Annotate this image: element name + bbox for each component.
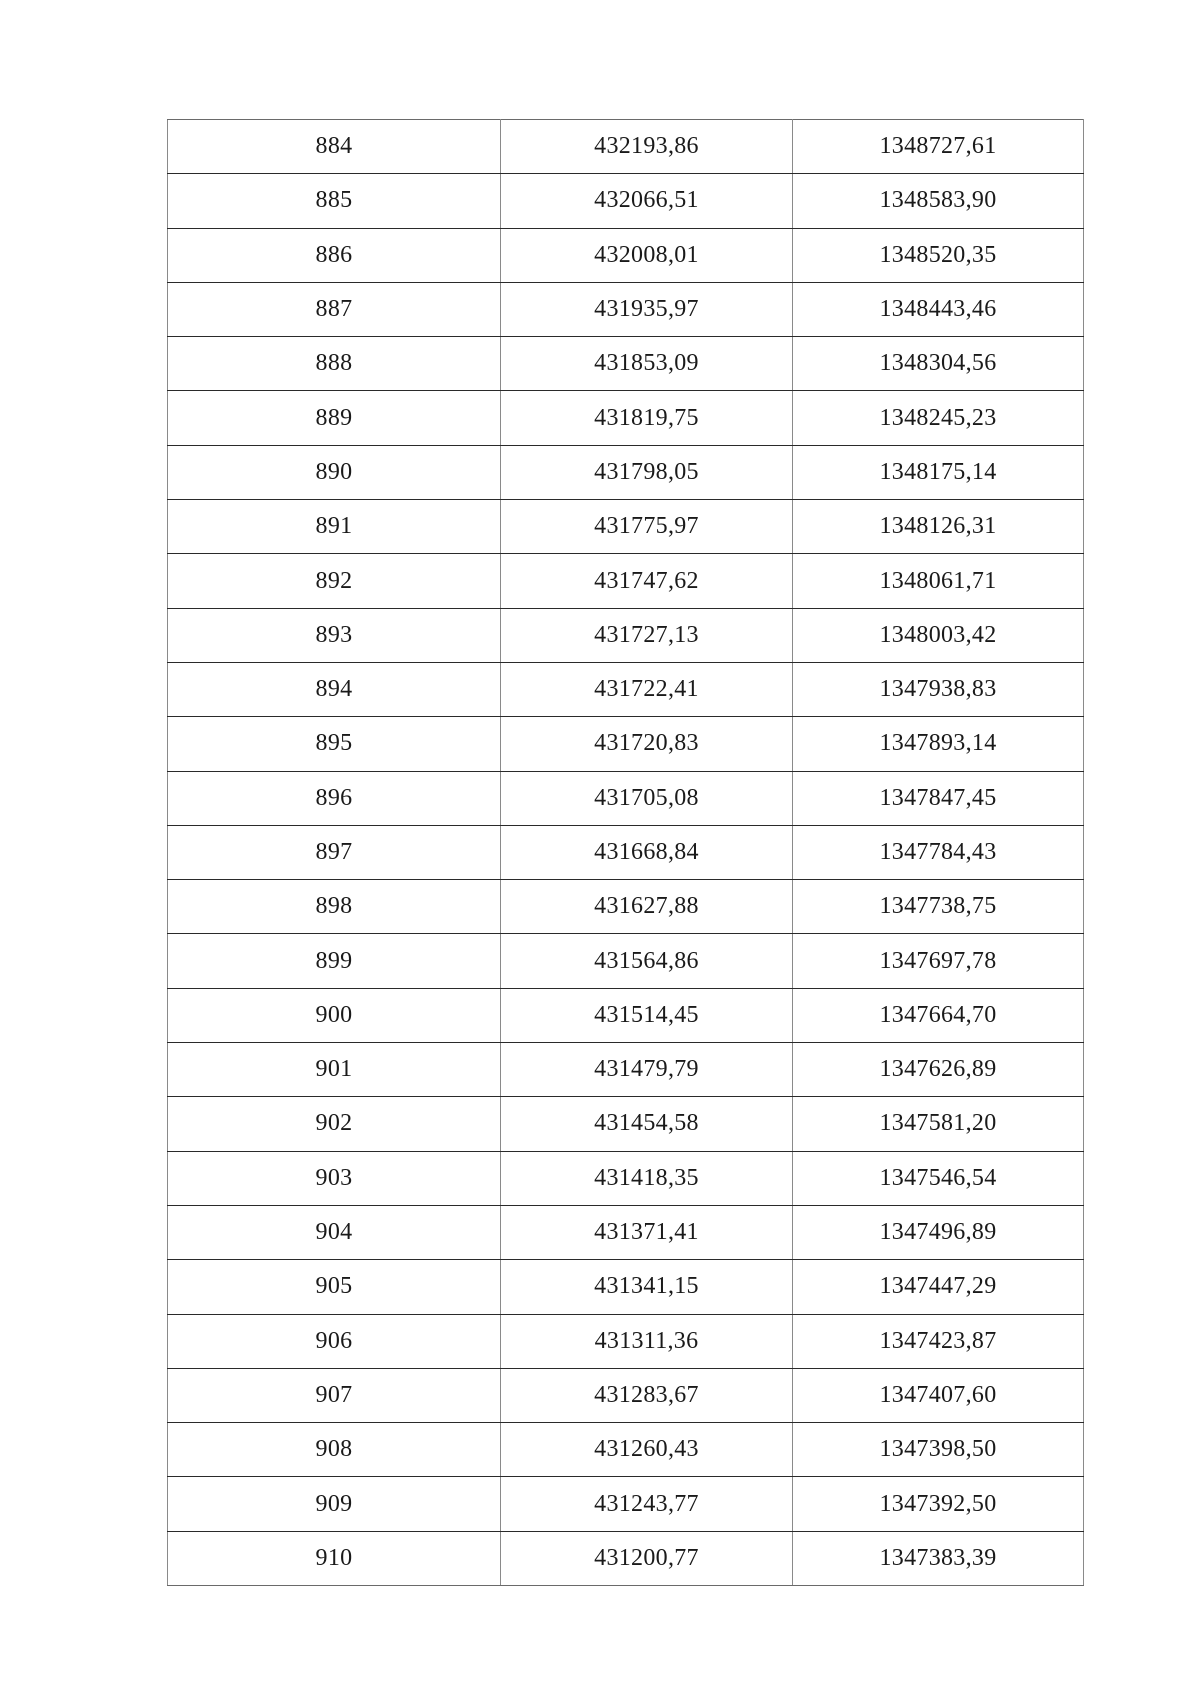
table-row [168, 1097, 1084, 1151]
table-row [168, 880, 1084, 934]
y-coordinate-cell: 1348304,56 [793, 337, 1084, 391]
y-coordinate-cell: 1347447,29 [793, 1260, 1084, 1314]
table-row [168, 228, 1084, 282]
point-number-cell: 906 [168, 1314, 501, 1368]
point-number-cell: 885 [168, 174, 501, 228]
point-number-cell: 903 [168, 1151, 501, 1205]
x-coordinate-cell: 431705,08 [501, 771, 793, 825]
y-coordinate-cell: 1347398,50 [793, 1423, 1084, 1477]
y-coordinate-cell: 1347383,39 [793, 1531, 1084, 1585]
point-number-cell: 891 [168, 500, 501, 554]
x-coordinate-cell: 431260,43 [501, 1423, 793, 1477]
table-row [168, 1531, 1084, 1585]
y-coordinate-cell: 1347581,20 [793, 1097, 1084, 1151]
table-row [168, 988, 1084, 1042]
y-coordinate-cell: 1347697,78 [793, 934, 1084, 988]
table-row [168, 1151, 1084, 1205]
x-coordinate-cell: 431311,36 [501, 1314, 793, 1368]
y-coordinate-cell: 1348583,90 [793, 174, 1084, 228]
y-coordinate-cell: 1347664,70 [793, 988, 1084, 1042]
point-number-cell: 908 [168, 1423, 501, 1477]
x-coordinate-cell: 432066,51 [501, 174, 793, 228]
x-coordinate-cell: 431454,58 [501, 1097, 793, 1151]
x-coordinate-cell: 431722,41 [501, 662, 793, 716]
x-coordinate-cell: 431243,77 [501, 1477, 793, 1531]
table-row [168, 554, 1084, 608]
x-coordinate-cell: 431371,41 [501, 1205, 793, 1259]
y-coordinate-cell: 1347392,50 [793, 1477, 1084, 1531]
point-number-cell: 910 [168, 1531, 501, 1585]
y-coordinate-cell: 1348175,14 [793, 445, 1084, 499]
x-coordinate-cell: 431935,97 [501, 282, 793, 336]
point-number-cell: 909 [168, 1477, 501, 1531]
coordinates-table [167, 119, 1084, 1586]
table-row [168, 500, 1084, 554]
x-coordinate-cell: 431727,13 [501, 608, 793, 662]
y-coordinate-cell: 1348061,71 [793, 554, 1084, 608]
point-number-cell: 900 [168, 988, 501, 1042]
x-coordinate-cell: 431200,77 [501, 1531, 793, 1585]
point-number-cell: 899 [168, 934, 501, 988]
point-number-cell: 907 [168, 1368, 501, 1422]
point-number-cell: 884 [168, 120, 501, 174]
table-row [168, 174, 1084, 228]
y-coordinate-cell: 1347423,87 [793, 1314, 1084, 1368]
y-coordinate-cell: 1347626,89 [793, 1043, 1084, 1097]
point-number-cell: 892 [168, 554, 501, 608]
y-coordinate-cell: 1347738,75 [793, 880, 1084, 934]
y-coordinate-cell: 1347546,54 [793, 1151, 1084, 1205]
table-row [168, 934, 1084, 988]
x-coordinate-cell: 431819,75 [501, 391, 793, 445]
table-row [168, 1314, 1084, 1368]
table-row [168, 717, 1084, 771]
y-coordinate-cell: 1347893,14 [793, 717, 1084, 771]
y-coordinate-cell: 1348520,35 [793, 228, 1084, 282]
coordinates-table-body [168, 120, 1084, 1586]
point-number-cell: 890 [168, 445, 501, 499]
x-coordinate-cell: 431627,88 [501, 880, 793, 934]
y-coordinate-cell: 1347784,43 [793, 825, 1084, 879]
y-coordinate-cell: 1348003,42 [793, 608, 1084, 662]
x-coordinate-cell: 431341,15 [501, 1260, 793, 1314]
point-number-cell: 901 [168, 1043, 501, 1097]
x-coordinate-cell: 431564,86 [501, 934, 793, 988]
y-coordinate-cell: 1347496,89 [793, 1205, 1084, 1259]
table-row [168, 771, 1084, 825]
x-coordinate-cell: 431775,97 [501, 500, 793, 554]
point-number-cell: 889 [168, 391, 501, 445]
table-row [168, 1043, 1084, 1097]
point-number-cell: 896 [168, 771, 501, 825]
y-coordinate-cell: 1348727,61 [793, 120, 1084, 174]
x-coordinate-cell: 431479,79 [501, 1043, 793, 1097]
point-number-cell: 902 [168, 1097, 501, 1151]
table-row [168, 337, 1084, 391]
x-coordinate-cell: 432008,01 [501, 228, 793, 282]
y-coordinate-cell: 1347407,60 [793, 1368, 1084, 1422]
point-number-cell: 904 [168, 1205, 501, 1259]
point-number-cell: 898 [168, 880, 501, 934]
point-number-cell: 888 [168, 337, 501, 391]
x-coordinate-cell: 432193,86 [501, 120, 793, 174]
table-row [168, 391, 1084, 445]
table-row [168, 1368, 1084, 1422]
point-number-cell: 886 [168, 228, 501, 282]
x-coordinate-cell: 431283,67 [501, 1368, 793, 1422]
table-row [168, 1423, 1084, 1477]
y-coordinate-cell: 1348126,31 [793, 500, 1084, 554]
y-coordinate-cell: 1347938,83 [793, 662, 1084, 716]
point-number-cell: 897 [168, 825, 501, 879]
y-coordinate-cell: 1348443,46 [793, 282, 1084, 336]
y-coordinate-cell: 1347847,45 [793, 771, 1084, 825]
point-number-cell: 894 [168, 662, 501, 716]
x-coordinate-cell: 431418,35 [501, 1151, 793, 1205]
point-number-cell: 895 [168, 717, 501, 771]
table-row [168, 1477, 1084, 1531]
x-coordinate-cell: 431747,62 [501, 554, 793, 608]
table-row [168, 282, 1084, 336]
point-number-cell: 893 [168, 608, 501, 662]
x-coordinate-cell: 431514,45 [501, 988, 793, 1042]
x-coordinate-cell: 431798,05 [501, 445, 793, 499]
x-coordinate-cell: 431720,83 [501, 717, 793, 771]
point-number-cell: 905 [168, 1260, 501, 1314]
table-row [168, 445, 1084, 499]
x-coordinate-cell: 431853,09 [501, 337, 793, 391]
table-row [168, 608, 1084, 662]
table-row [168, 1205, 1084, 1259]
table-row [168, 662, 1084, 716]
x-coordinate-cell: 431668,84 [501, 825, 793, 879]
table-row [168, 825, 1084, 879]
y-coordinate-cell: 1348245,23 [793, 391, 1084, 445]
point-number-cell: 887 [168, 282, 501, 336]
table-row [168, 120, 1084, 174]
table-row [168, 1260, 1084, 1314]
